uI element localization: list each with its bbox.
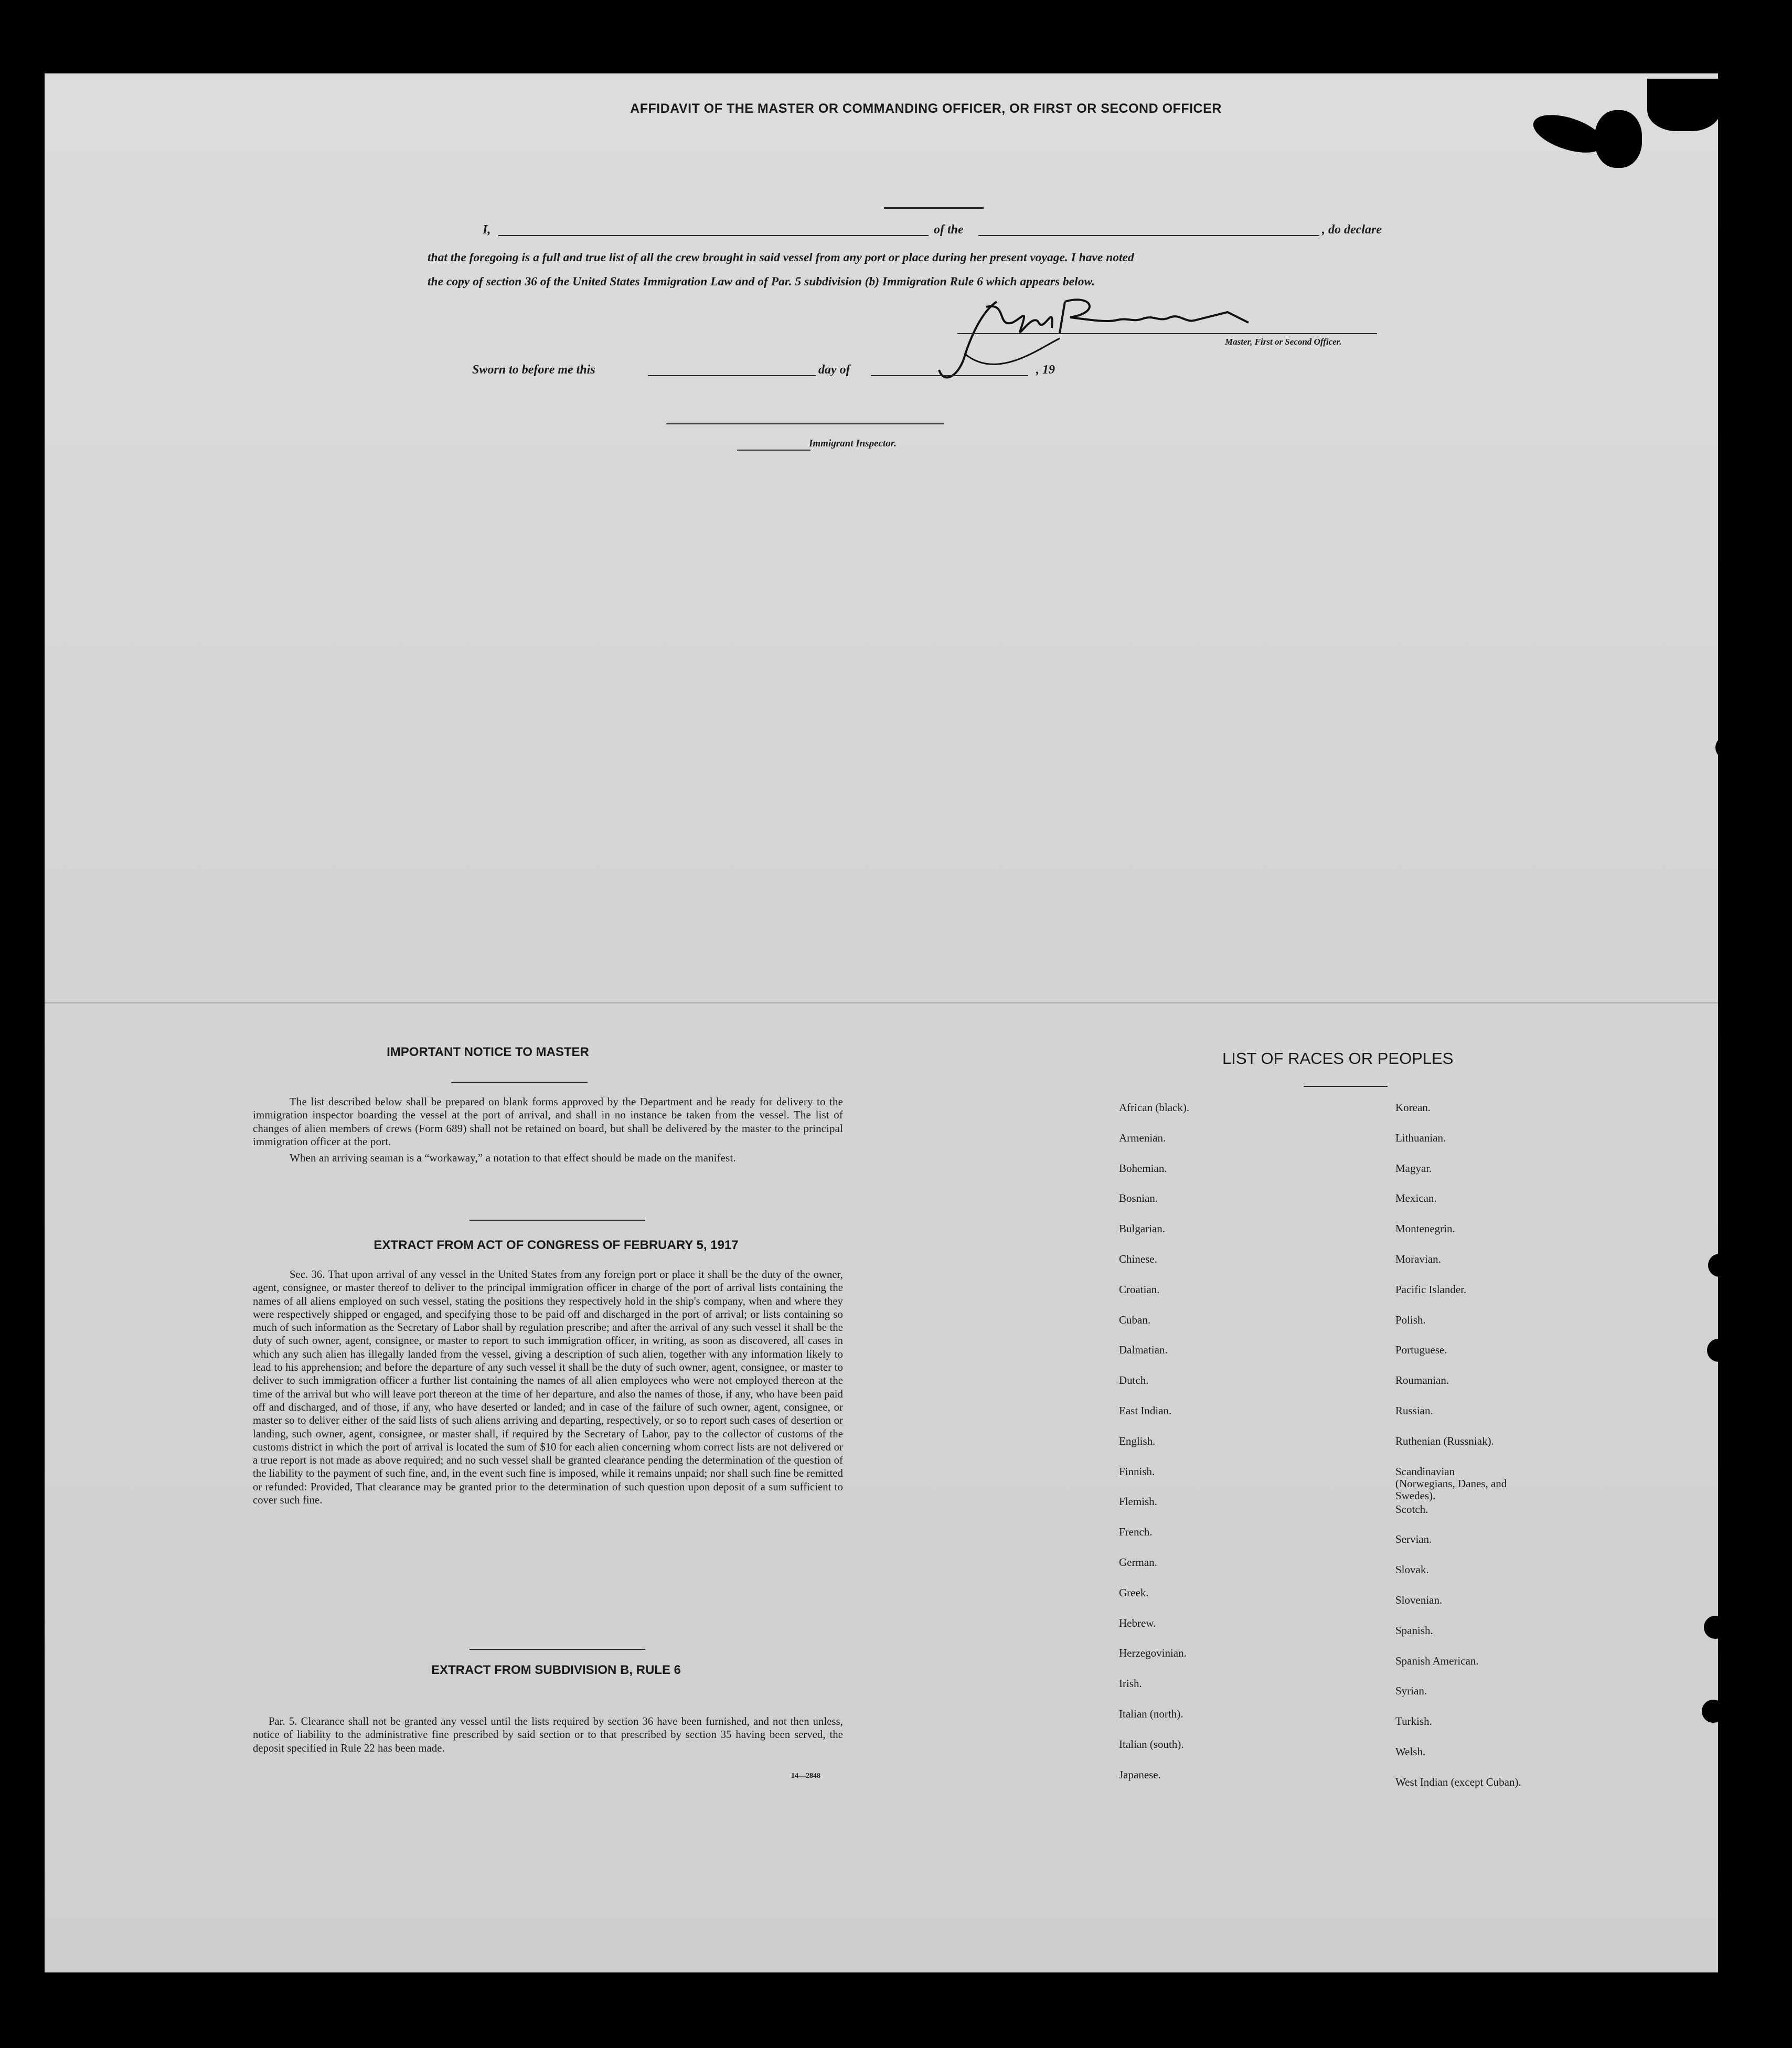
- race-item: African (black).: [1119, 1101, 1190, 1114]
- sworn-day-line: [648, 375, 816, 376]
- race-item: English.: [1119, 1434, 1156, 1447]
- race-item: Armenian.: [1119, 1131, 1166, 1144]
- races-title: LIST OF RACES OR PEOPLES: [1222, 1049, 1454, 1068]
- race-item: Hebrew.: [1119, 1616, 1156, 1629]
- punch-hole: [1702, 1700, 1725, 1723]
- sworn-label: Sworn to before me this: [472, 363, 595, 377]
- race-item: Finnish.: [1119, 1465, 1155, 1478]
- signer-label: Master, First or Second Officer.: [1225, 337, 1342, 347]
- ink-blot: [1647, 79, 1721, 131]
- affidavit-title: AFFIDAVIT OF THE MASTER OR COMMANDING OFFICER, OR FIRST OR SECOND OFFICER: [630, 101, 1222, 116]
- race-item: Slovak.: [1395, 1563, 1429, 1576]
- section-divider: [470, 1220, 645, 1221]
- race-item: Scandinavian (Norwegians, Danes, and Swedes).: [1395, 1465, 1507, 1502]
- rule-extract-body: [253, 1715, 843, 1755]
- race-item: Italian (north).: [1119, 1708, 1183, 1720]
- notice-rule: [451, 1082, 588, 1083]
- affidavit-line-3: the copy of section 36 of the United States Immigration Law and of Par. 5 subdivision (b) Immigration Rule 6 which appears below.: [428, 275, 1095, 289]
- race-item: Cuban.: [1119, 1313, 1151, 1326]
- punch-hole: [1720, 650, 1743, 674]
- notice-title: IMPORTANT NOTICE TO MASTER: [387, 1045, 589, 1059]
- race-item: Dalmatian.: [1119, 1343, 1168, 1357]
- race-item: Moravian.: [1395, 1253, 1441, 1265]
- sworn-month-line: [871, 375, 1028, 376]
- inspector-signature-line: [666, 423, 944, 424]
- race-item: Slovenian.: [1395, 1594, 1443, 1606]
- year-label: , 19: [1036, 363, 1055, 377]
- race-item: Italian (south).: [1119, 1737, 1184, 1751]
- ink-blot: [1595, 110, 1642, 168]
- race-item: Bohemian.: [1119, 1161, 1167, 1175]
- notice-paragraph-2: When an arriving seaman is a “workaway,” a notation to that effect should be made on the manifest.: [290, 1151, 736, 1165]
- act-extract-title: EXTRACT FROM ACT OF CONGRESS OF FEBRUARY 5, 1917: [374, 1238, 739, 1252]
- act-extract-body: [253, 1268, 843, 1507]
- race-item: Herzegovinian.: [1119, 1647, 1187, 1660]
- document-sheet: [45, 73, 1718, 1972]
- races-rule: [1304, 1086, 1388, 1087]
- race-item: Syrian.: [1395, 1684, 1427, 1698]
- punch-hole: [1707, 1339, 1730, 1362]
- race-item: Servian.: [1395, 1533, 1432, 1546]
- race-item: Bosnian.: [1119, 1192, 1158, 1205]
- declarant-label: I,: [483, 223, 491, 237]
- act-extract-text: Sec. 36. That upon arrival of any vessel in the United States from any foreign port or place it shall be the duty of the owner, agent, consignee, or master thereof to deliver to the principal immigration officer in charge of the port of arrival lists containing the names of all aliens employed on such vessel, stating the positions they respectively hold in the ship's company, when and where they were respectively shipped or engaged, and specifying those to be paid off and discharged in the port of arrival; or lists containing so much of such information as the Secretary of Labor shall by regulation prescribe; and after the arrival of any such vessel it shall be the duty of such owner, agent, consignee, or master to report to such immigration officer, in writing, as soon as discovered, all cases in which any such alien has illegally landed from the vessel, giving a description of such alien, together with any information likely to lead to his apprehension; and before the departure of any such vessel it shall be the duty of such owner, agent, consignee, or master to deliver to such immigration officer a further list containing the names of all alien employees who were not employed thereon at the time of the arrival but who will leave port thereon at the time of her departure, and also the names of those, if any, who have been paid off and discharged, and of those, if any, who have deserted or landed; and in case of the failure of such owner, agent, consignee, or master so to deliver either of the said lists of such aliens arriving and departing, respectively, or so to report such cases of desertion or landing, such owner, agent, consignee, or master shall, if required by the Secretary of Labor, pay to the collector of customs of the customs district in which the port of arrival is located the sum of $10 for each alien concerning whom correct lists are not delivered or a true report is not made as above required; and no such vessel shall be granted clearance pending the determination of the question of the liability to the payment of such fine, and, in the event such fine is imposed, while it remains unpaid; nor shall such fine be remitted or refunded: Provided, That clearance may be granted prior to the determination of such question upon deposit of a sum sufficient to cover such fine.: [253, 1269, 843, 1507]
- race-item: Montenegrin.: [1395, 1222, 1455, 1235]
- race-item: Lithuanian.: [1395, 1131, 1446, 1144]
- inspector-label: Immigrant Inspector.: [809, 438, 897, 449]
- signature-line: [957, 333, 1377, 334]
- race-item: Spanish.: [1395, 1624, 1433, 1637]
- punch-hole: [1704, 1616, 1727, 1639]
- title-rule: [884, 207, 984, 209]
- fold-crease: [45, 1002, 1718, 1004]
- race-item: Mexican.: [1395, 1192, 1437, 1205]
- vessel-label: of the: [934, 223, 964, 237]
- race-item: German.: [1119, 1556, 1157, 1569]
- affidavit-line-2: that the foregoing is a full and true list of all the crew brought in said vessel from any port or place during her present voyage. I have noted: [428, 251, 1134, 264]
- race-item: East Indian.: [1119, 1404, 1172, 1417]
- punch-hole: [1725, 284, 1748, 307]
- rule-extract-title: EXTRACT FROM SUBDIVISION B, RULE 6: [431, 1663, 681, 1677]
- section-divider: [470, 1649, 645, 1650]
- race-item: Korean.: [1395, 1101, 1431, 1114]
- race-item: Magyar.: [1395, 1161, 1432, 1175]
- race-item: Irish.: [1119, 1677, 1142, 1690]
- race-item: Russian.: [1395, 1404, 1433, 1417]
- race-item: Turkish.: [1395, 1715, 1432, 1728]
- notice-body: [253, 1095, 843, 1165]
- punch-hole: [1708, 1254, 1731, 1277]
- form-number: 14—2848: [791, 1772, 820, 1780]
- race-item: Pacific Islander.: [1395, 1283, 1467, 1296]
- notice-paragraph-1: The list described below shall be prepared on blank forms approved by the Department and be ready for delivery to the immigration inspector boarding the vessel at the port of arrival, and shall in no instance be taken from the vessel. The list of changes of alien members of crews (Form 689) shall not be retained on board, but shall be delivered by the master to the principal immigration officer at the port.: [253, 1095, 843, 1148]
- race-item: Greek.: [1119, 1586, 1149, 1599]
- race-item: Japanese.: [1119, 1768, 1161, 1781]
- race-item: Spanish American.: [1395, 1654, 1479, 1667]
- race-item: Flemish.: [1119, 1495, 1157, 1508]
- race-item: Bulgarian.: [1119, 1222, 1166, 1235]
- inspector-name-line: [737, 450, 810, 451]
- punch-hole: [1722, 372, 1745, 396]
- day-of-label: day of: [818, 363, 850, 377]
- race-item: Scotch.: [1395, 1502, 1428, 1516]
- race-item: French.: [1119, 1526, 1153, 1539]
- race-item: Dutch.: [1119, 1374, 1149, 1387]
- vessel-name-line: [978, 235, 1319, 236]
- race-item: Roumanian.: [1395, 1374, 1449, 1387]
- race-item: Ruthenian (Russniak).: [1395, 1434, 1494, 1447]
- race-item: West Indian (except Cuban).: [1395, 1775, 1521, 1788]
- race-item: Croatian.: [1119, 1283, 1160, 1296]
- race-item: Welsh.: [1395, 1745, 1426, 1758]
- declare-text: , do declare: [1322, 223, 1382, 237]
- race-item: Chinese.: [1119, 1253, 1157, 1265]
- race-item: Portuguese.: [1395, 1343, 1447, 1357]
- rule-extract-text: Par. 5. Clearance shall not be granted any vessel until the lists required by section 36 have been furnished, and not then unless, notice of liability to the administrative fine prescribed by said section or to that prescribed by section 35 having been served, the deposit specified in Rule 22 has been made.: [253, 1716, 843, 1754]
- declarant-name-line: [498, 235, 929, 236]
- punch-hole: [1715, 736, 1738, 759]
- race-item: Polish.: [1395, 1313, 1426, 1326]
